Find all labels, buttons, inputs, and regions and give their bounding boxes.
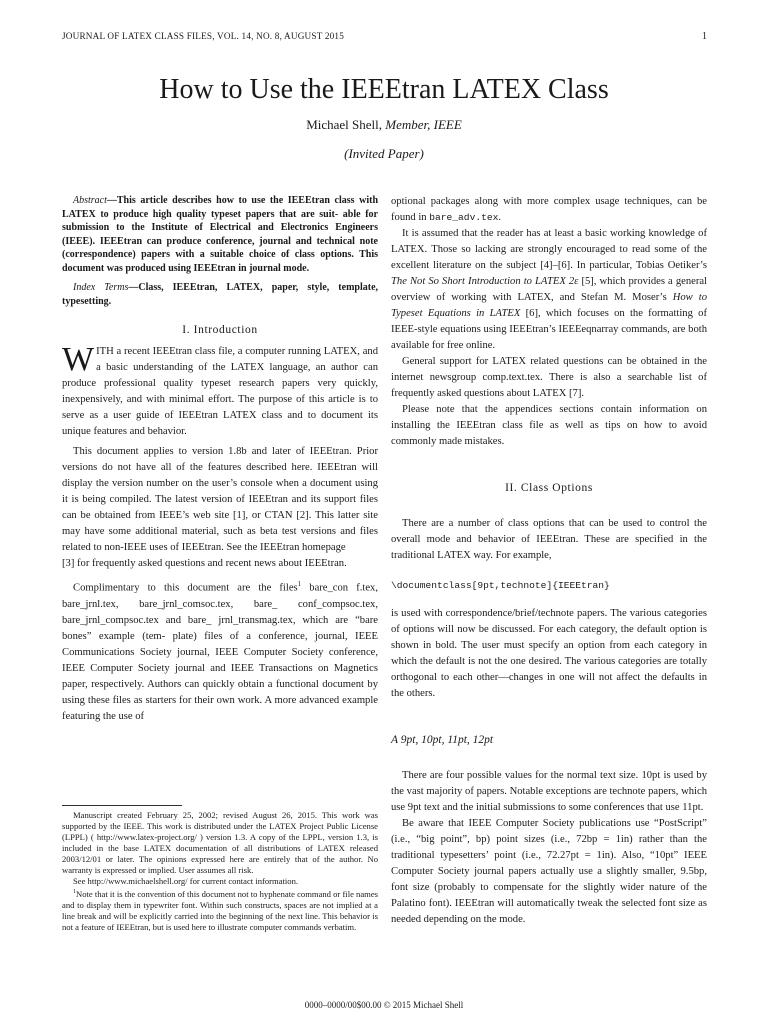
documentclass-code: \documentclass[9pt,technote]{IEEEtran} (391, 580, 610, 591)
footnote-1 (62, 887, 378, 933)
footnote-marker: 1 (297, 580, 302, 588)
intro-text-1: ITH a recent IEEEtran class file, a computer running LATEX, and a basic understanding of the LATEX language, an author can produce professional quality typeset research papers very quickly, inexpensively, and with minimal effort. The purpose of this article is to serve as a user guide of IEEEtran LATEX class and to document its unique features and behavior. (62, 346, 378, 437)
intro-paragraph-3: [3] for frequently asked questions and recent news about IEEEtran. (62, 558, 347, 569)
right-column (391, 194, 707, 928)
intro-paragraph-4 (62, 576, 378, 725)
drop-cap: W (62, 341, 95, 378)
section-heading-introduction: I. Introduction (182, 324, 258, 336)
right-paragraph-1 (391, 194, 707, 226)
abstract-label: Abstract (73, 195, 107, 206)
left-column (62, 194, 378, 725)
right-text-1a: optional packages along with more complex usage techniques, can be found in (391, 196, 707, 223)
author-role: Member, IEEE (385, 117, 462, 132)
author-name: Michael Shell, (306, 117, 383, 132)
page-number: 1 (702, 31, 707, 42)
footnotes (62, 810, 378, 933)
invited-note: (Invited Paper) (344, 146, 424, 161)
intro-text-4a: Complimentary to this document are the files (73, 582, 298, 594)
right-paragraph-6: is used with correspondence/brief/technote papers. The various categories of options will now be discussed. For each category, the default option is shown in bold. The user must specify an option from each category in which the default is not the one desired. The various categories are totally orthogonal to each other—changes in one will not affect the defaults in the others. (391, 608, 707, 699)
right-paragraph-4: Please note that the appendices sections contain information on installing the IEEEtran class file as well as tips on how to avoid commonly made mistakes. (391, 404, 707, 447)
right-paragraph-7: There are four possible values for the normal text size. 10pt is used by the vast majority of papers. Notable exceptions are technote papers, which use 9pt text and the initial submissions to some conferences that use 11pt. (391, 770, 707, 813)
contact-note: See http://www.michaelshell.org/ for current contact information. (73, 876, 299, 886)
abstract-text: —This article describes how to use the IEEEtran class with LATEX to produce high quality typeset papers that are suit- able for submission to the Institute of Electrical and Electronics Engineers (IEEE). IEEEtran can produce conference, journal and technical note (correspondence) papers with a suitable choice of class options. This document was produced using IEEEtran in journal mode. (62, 195, 378, 274)
paper-title: How to Use the IEEEtran LATEX Class (159, 74, 609, 105)
bare-adv-filename: bare_adv.tex (429, 212, 499, 223)
footnote-rule (62, 805, 182, 806)
oetiker-title: The Not So Short Introduction to LATEX 2ε (391, 276, 579, 287)
right-text-1b: . (498, 212, 502, 223)
intro-paragraph-2: This document applies to version 1.8b and later of IEEEtran. Prior versions do not have all of the features described here. IEEEtran will display the version number on the user’s console when a document using it is being compiled. The latest version of IEEEtran and its support files can be obtained from IEEE’s web site [1], or CTAN [2]. This latter site may have some additional material, such as beta test versions and files related to non-IEEE uses of IEEEtran. See the IEEEtran homepage (62, 446, 378, 553)
section-heading-class-options: II. Class Options (505, 482, 593, 494)
copyright-line: 0000–0000/00$00.00 © 2015 Michael Shell (304, 1000, 464, 1010)
footnote-1-text: Note that it is the convention of this document not to hyphenate command or file names and to display them in typewriter font. Within such constructs, spaces are not implied at a line break and will be explicitly carried into the beginning of the next line. This behavior is not a feature of IEEEtran, but is used here to illustrate computer commands verbatim. (62, 888, 378, 932)
running-header: JOURNAL OF LATEX CLASS FILES, VOL. 14, NO. 8, AUGUST 2015 (62, 31, 345, 41)
right-paragraph-5: There are a number of class options that can be used to control the overall mode and behavior of IEEEtran. These are specified in the traditional LATEX way. For example, (391, 518, 707, 561)
subsection-heading-font-size: A 9pt, 10pt, 11pt, 12pt (391, 734, 494, 746)
author-line (0, 117, 768, 133)
right-text-2b: [5], which provides a general overview of working with LATEX, and Stefan M. Moser’s (391, 276, 708, 303)
right-text-2a: It is assumed that the reader has at least a basic working knowledge of LATEX. Those so lacking are strongly encouraged to read some of the excellent literature on the subject [4]–[6]. In particular, Tobias Oetiker’s (391, 228, 707, 271)
right-paragraph-8: Be aware that IEEE Computer Society publications use “PostScript” (i.e., “big point”, bp) point sizes (i.e., 72bp = 1in) rather than the traditional typesetters’ point (i.e., 72.27pt = 1in). Also, “10pt” IEEE Computer Society journal papers actually use a slightly smaller, 9.5bp, font size (probably to compensate for the slightly wider nature of the Palatino font). IEEEtran will automatically tweak the selected font size as needed depending on the mode. (391, 818, 707, 925)
moser-title: How to Typeset Equations in LATEX (391, 292, 708, 319)
index-terms (62, 281, 378, 308)
intro-paragraph-1 (62, 341, 378, 440)
intro-text-4b: bare_con f.tex, bare_jrnl.tex, bare_jrnl_comsoc.tex, bare_ conf_compsoc.tex, bare_jrnl_compsoc.tex and bare_ jrnl_transmag.tex, which are “bare bones” example (tem- plate) files of a conference, journal, IEEE Communications Society journal, IEEE Computer Society conference, IEEE Computer Society journal and IEEE Transactions on Magnetics paper, respectively. Authors can quickly obtain a functional document by using these files as starters for their own work. A more advanced example featuring the use of (62, 582, 378, 722)
footnote-1-mark: 1 (73, 889, 76, 895)
index-terms-text: —Class, IEEEtran, LATEX, paper, style, template, typesetting. (62, 282, 379, 307)
right-paragraph-2 (391, 226, 707, 354)
right-text-2c: [6], which focuses on the formatting of IEEE-style equations using IEEEtran’s IEEEeqnarray commands, are both available for free online. (391, 308, 707, 351)
index-terms-label: Index Terms (73, 282, 129, 293)
right-paragraph-3: General support for LATEX related questions can be obtained in the internet newsgroup comp.text.tex. There is also a searchable list of frequently asked questions about LATEX [7]. (391, 356, 707, 399)
manuscript-note: Manuscript created February 25, 2002; revised August 26, 2015. This work was supported by the IEEE. This work is distributed under the LATEX Project Public License (LPPL) ( http://www.latex-project.org/ ) version 1.3. A copy of the LPPL, version 1.3, is included in the base LATEX documentation of all distributions of LATEX released 2003/12/01 or later. The opinions expressed here are entirely that of the author. No warranty is expressed or implied. User assumes all risk. (62, 810, 378, 875)
abstract (62, 194, 378, 275)
